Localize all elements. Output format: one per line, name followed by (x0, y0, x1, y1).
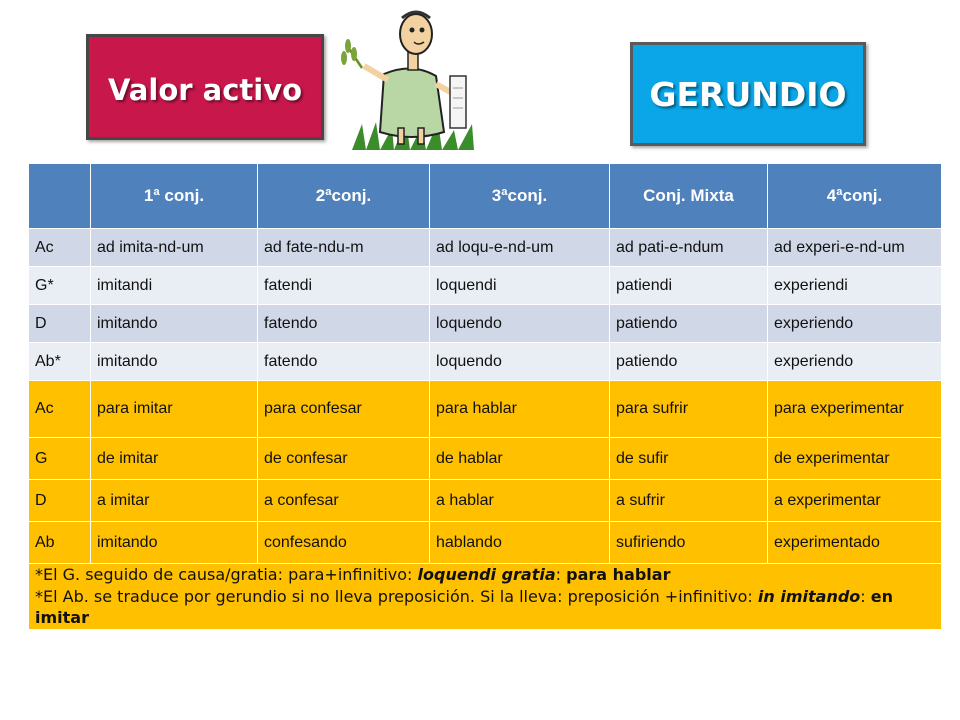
table-cell: loquendo (430, 343, 610, 381)
table-cell: sufiriendo (610, 522, 768, 564)
table-cell: fatendi (258, 267, 430, 305)
title-valor-activo-text: Valor activo (107, 73, 303, 107)
table-cell: experimentado (768, 522, 942, 564)
title-valor-activo (86, 34, 324, 140)
table-cell: a sufrir (610, 480, 768, 522)
table-cell: para imitar (91, 381, 258, 438)
table-cell: experiendo (768, 343, 942, 381)
table-row (29, 381, 942, 438)
table-cell: para hablar (430, 381, 610, 438)
table-cell: a hablar (430, 480, 610, 522)
table-row (29, 480, 942, 522)
table-cell: de hablar (430, 438, 610, 480)
note-genitive-translation: para hablar (566, 565, 671, 584)
table-row (29, 305, 942, 343)
note-ablative-translation: en imitar (35, 586, 894, 628)
table-row (29, 267, 942, 305)
header-cell-mixta: Conj. Mixta (610, 164, 768, 229)
table-cell: Ab* (29, 343, 91, 381)
notes-row (29, 564, 942, 630)
cartoon-figure-image (332, 4, 492, 152)
table-cell: Ac (29, 381, 91, 438)
header-cell-empty (29, 164, 91, 229)
table-cell: ad imita-nd-um (91, 229, 258, 267)
table-cell: ad pati-e-ndum (610, 229, 768, 267)
notes-cell (29, 564, 942, 630)
title-gerundio-text: GERUNDIO (649, 74, 847, 114)
table-cell: hablando (430, 522, 610, 564)
table-cell: loquendi (430, 267, 610, 305)
note-separator: : (555, 565, 567, 584)
note-separator: : (860, 586, 871, 606)
table-cell: para sufrir (610, 381, 768, 438)
table-cell: experiendi (768, 267, 942, 305)
title-gerundio (630, 42, 866, 146)
table-cell: ad experi-e-nd-um (768, 229, 942, 267)
table-header-row (29, 164, 942, 229)
note-ablative-example: in imitando (757, 586, 861, 606)
table-cell: Ac (29, 229, 91, 267)
table-cell: confesando (258, 522, 430, 564)
table-cell: patiendo (610, 305, 768, 343)
table-cell: experiendo (768, 305, 942, 343)
header-cell-3-conj: 3ªconj. (430, 164, 610, 229)
table-cell: ad loqu-e-nd-um (430, 229, 610, 267)
note-genitive-example: loquendi gratia (417, 565, 556, 584)
note-ablative-text: *El Ab. se traduce por gerundio si no lleva preposición. Si la lleva: preposición +infinitivo: (35, 586, 758, 606)
table-cell: patiendo (610, 343, 768, 381)
table-row (29, 438, 942, 480)
note-genitive (35, 564, 935, 586)
table-cell: de sufir (610, 438, 768, 480)
table-cell: loquendo (430, 305, 610, 343)
table-cell: ad fate-ndu-m (258, 229, 430, 267)
table-cell: a confesar (258, 480, 430, 522)
table-cell: D (29, 480, 91, 522)
table-cell: a imitar (91, 480, 258, 522)
table-row (29, 522, 942, 564)
header-cell-2-conj: 2ªconj. (258, 164, 430, 229)
header-cell-1-conj: 1ª conj. (91, 164, 258, 229)
note-ablative (35, 586, 935, 629)
note-genitive-text: *El G. seguido de causa/gratia: para+infinitivo: (35, 565, 418, 584)
conjugation-table (28, 163, 942, 630)
table-cell: D (29, 305, 91, 343)
table-cell: para experimentar (768, 381, 942, 438)
table-cell: Ab (29, 522, 91, 564)
table-cell: imitandi (91, 267, 258, 305)
table-row (29, 229, 942, 267)
table-cell: fatendo (258, 343, 430, 381)
table-cell: G (29, 438, 91, 480)
table-cell: de confesar (258, 438, 430, 480)
table-cell: de experimentar (768, 438, 942, 480)
table-cell: imitando (91, 522, 258, 564)
table-cell: para confesar (258, 381, 430, 438)
header-cell-4-conj: 4ªconj. (768, 164, 942, 229)
table-cell: imitando (91, 305, 258, 343)
table-cell: a experimentar (768, 480, 942, 522)
table-cell: patiendi (610, 267, 768, 305)
table-cell: G* (29, 267, 91, 305)
table-row (29, 343, 942, 381)
table-cell: de imitar (91, 438, 258, 480)
table-cell: imitando (91, 343, 258, 381)
table-cell: fatendo (258, 305, 430, 343)
